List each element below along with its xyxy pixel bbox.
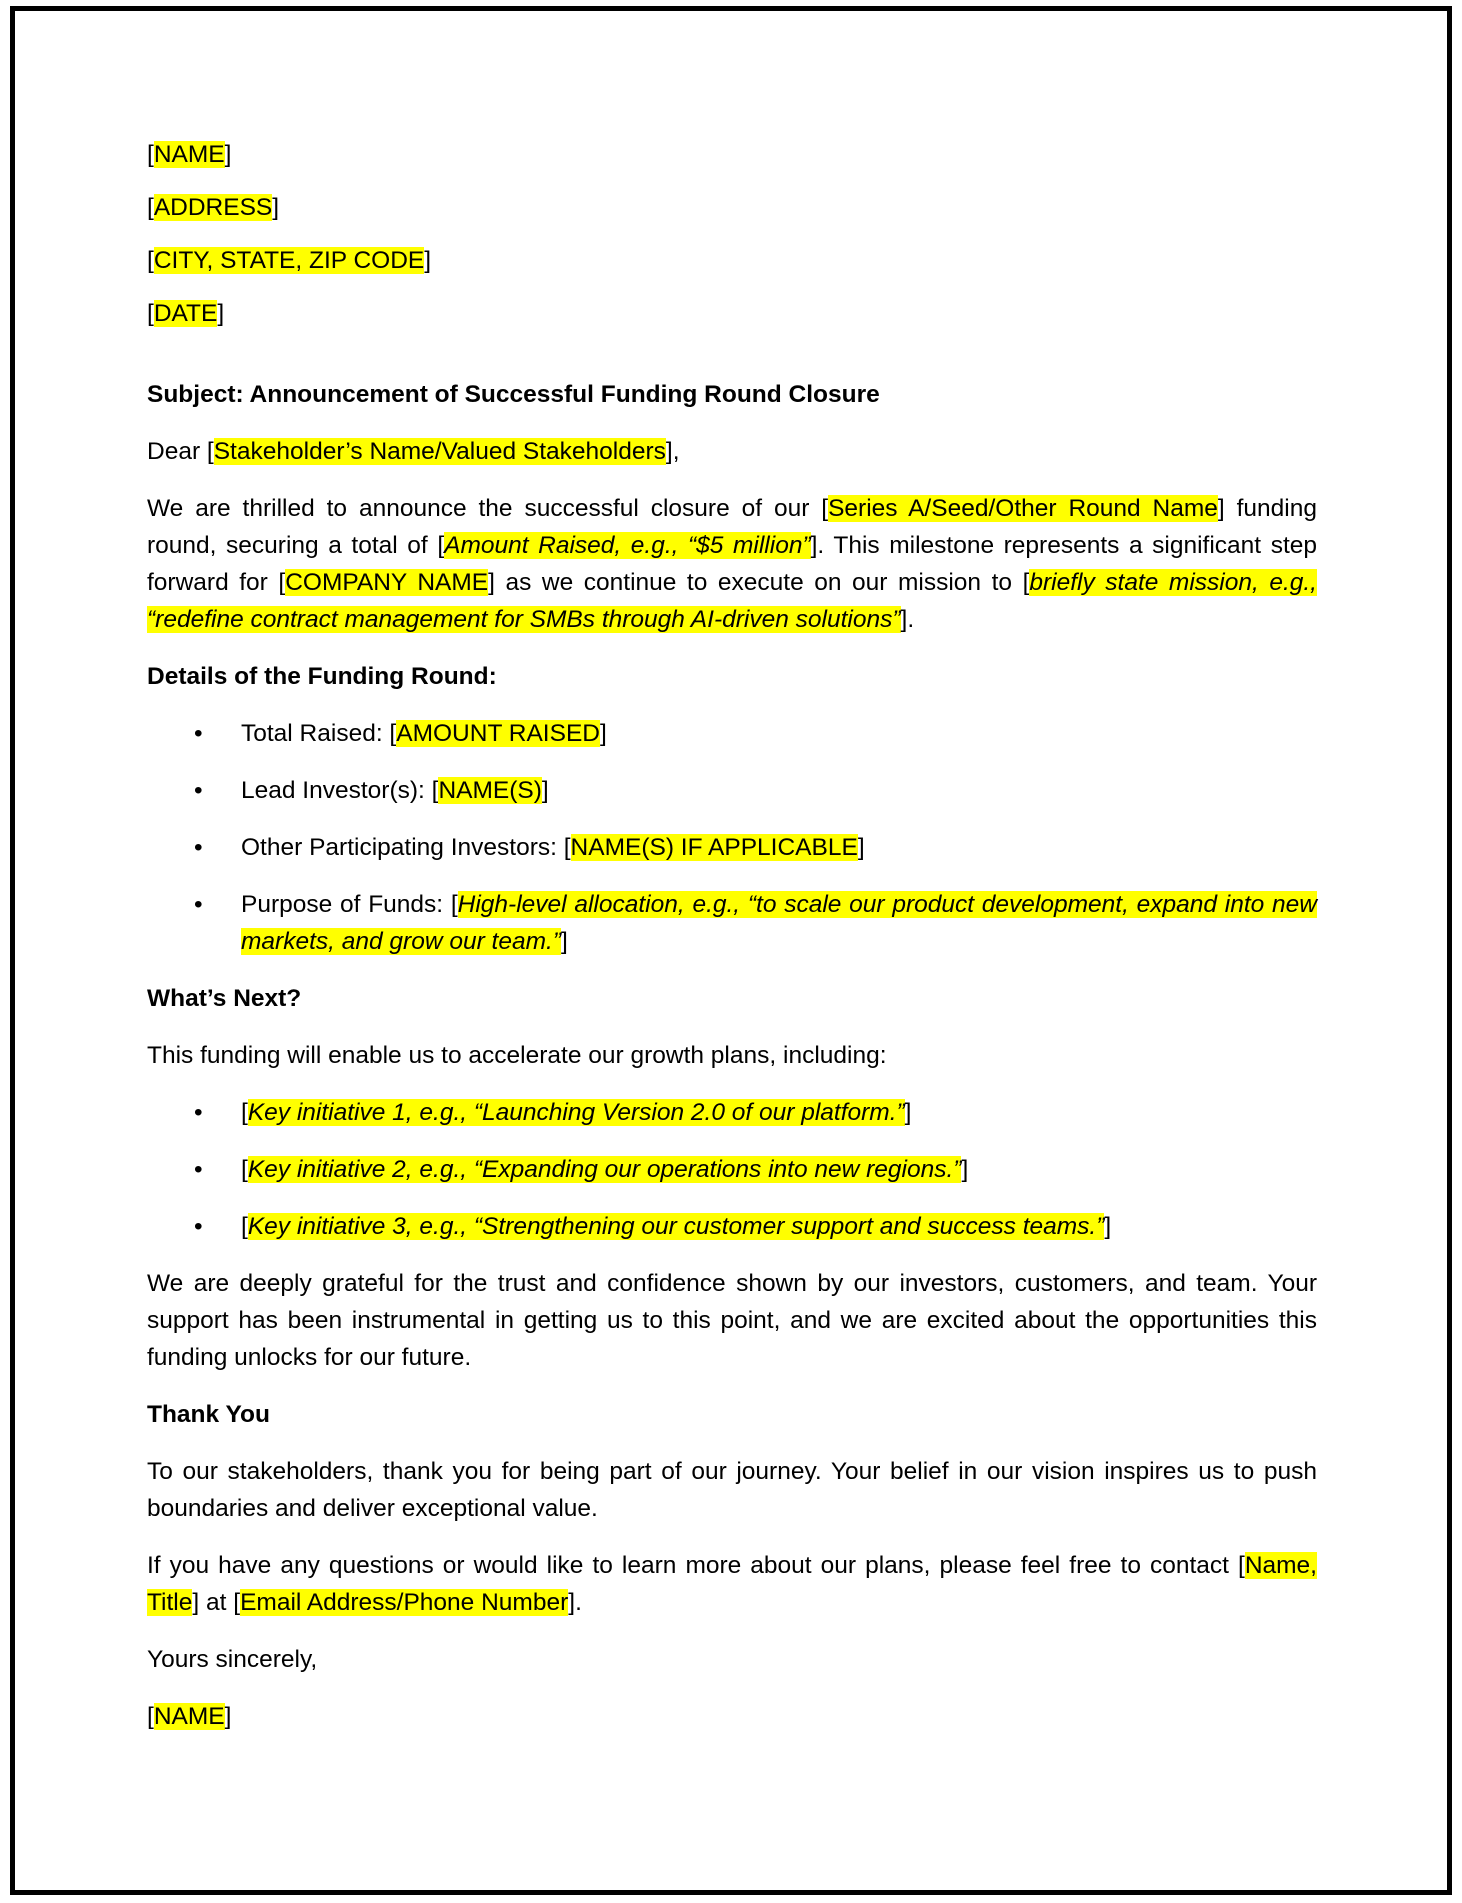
thank-you-paragraph: To our stakeholders, thank you for being part of our journey. Your belief in our vision inspires us to push boundaries and deliver exceptional value. (147, 1458, 1317, 1522)
list-item: • Purpose of Funds: [High-level allocation, e.g., “to scale our product development, expand into new markets, and grow our team.”] (147, 886, 1317, 960)
list-item: • Total Raised: [AMOUNT RAISED] (147, 715, 1317, 752)
contact-paragraph (147, 1547, 1317, 1621)
purpose-of-funds-field: High-level allocation, e.g., “to scale our product development, expand into new markets, and grow our team.” (241, 891, 1317, 955)
initiative-3-placeholder: Key initiative 3, e.g., “Strengthening our customer support and success teams.” (247, 1213, 1105, 1240)
thank-you-heading: Thank You (147, 1401, 270, 1428)
contact-text-2: ] at [ (192, 1589, 241, 1616)
whats-next-heading: What’s Next? (147, 985, 302, 1012)
list-item: • [Key initiative 3, e.g., “Strengthening our customer support and success teams.”] (147, 1208, 1317, 1245)
greeting (147, 433, 1317, 470)
gratitude-paragraph: We are deeply grateful for the trust and confidence shown by our investors, customers, and team. Your support has been instrumental in getting us to this point, and we are excited about the opportunities this funding unlocks for our future. (147, 1270, 1317, 1371)
amount-raised-field: AMOUNT RAISED (396, 720, 600, 747)
intro-paragraph (147, 490, 1317, 638)
initiative-2-placeholder: Key initiative 2, e.g., “Expanding our operations into new regions.” (247, 1156, 962, 1183)
bullet-icon: • (194, 891, 203, 918)
company-name-placeholder: COMPANY NAME (285, 569, 489, 596)
contact-text-1: If you have any questions or would like to learn more about our plans, please feel free to contact [ (147, 1552, 1245, 1579)
bullet-icon: • (194, 777, 203, 804)
date-placeholder: DATE (153, 300, 218, 327)
bullet-icon: • (194, 1156, 203, 1183)
signature-line: [NAME] (147, 1703, 232, 1730)
whats-next-intro: This funding will enable us to accelerate our growth plans, including: (147, 1042, 887, 1069)
details-list (147, 715, 1317, 960)
list-item: • Other Participating Investors: [NAME(S) IF APPLICABLE] (147, 829, 1317, 866)
address-street-line: [ADDRESS] (147, 194, 280, 221)
mission-placeholder: briefly state mission, e.g., “redefine contract management for SMBs through AI-driven solutions” (147, 569, 1317, 633)
closing-line: Yours sincerely, (147, 1646, 318, 1673)
bullet-icon: • (194, 834, 203, 861)
bullet-icon: • (194, 720, 203, 747)
lead-investor-field: NAME(S) (438, 777, 542, 804)
intro-text-4: ] as we continue to execute on our mission to [ (488, 569, 1030, 596)
address-placeholder: ADDRESS (153, 194, 273, 221)
contact-email-phone-placeholder: Email Address/Phone Number (240, 1589, 569, 1616)
greeting-prefix: Dear [ (147, 438, 214, 465)
list-item: • [Key initiative 2, e.g., “Expanding our operations into new regions.”] (147, 1151, 1317, 1188)
greeting-suffix: ], (665, 438, 680, 465)
bullet-icon: • (194, 1213, 203, 1240)
initiative-1-placeholder: Key initiative 1, e.g., “Launching Version 2.0 of our platform.” (247, 1099, 905, 1126)
intro-text-2: ] funding round, securing a total of [ (147, 495, 1317, 559)
address-block (147, 136, 1317, 332)
intro-text-1: We are thrilled to announce the successful closure of our [ (147, 495, 829, 522)
intro-text-3: ]. This milestone represents a significant step forward for [ (147, 532, 1318, 596)
city-state-zip-placeholder: CITY, STATE, ZIP CODE (153, 247, 425, 274)
round-name-placeholder: Series A/Seed/Other Round Name (828, 495, 1218, 522)
initiatives-list (147, 1094, 1317, 1245)
subject-line: Subject: Announcement of Successful Funding Round Closure (147, 381, 880, 408)
amount-raised-placeholder: Amount Raised, e.g., “$5 million” (444, 532, 811, 559)
stakeholder-name-placeholder: Stakeholder’s Name/Valued Stakeholders (213, 438, 666, 465)
contact-name-title-placeholder: Name, Title (147, 1552, 1317, 1616)
list-item: • Lead Investor(s): [NAME(S)] (147, 772, 1317, 809)
contact-text-3: ]. (568, 1589, 582, 1616)
other-investors-field: NAME(S) IF APPLICABLE (570, 834, 858, 861)
details-heading: Details of the Funding Round: (147, 663, 497, 690)
address-date-line: [DATE] (147, 300, 225, 327)
bullet-icon: • (194, 1099, 203, 1126)
signature-name-placeholder: NAME (153, 1703, 225, 1730)
address-city-line: [CITY, STATE, ZIP CODE] (147, 247, 432, 274)
name-placeholder: NAME (153, 141, 225, 168)
intro-text-5: ]. (900, 606, 915, 633)
letter-body (147, 136, 1317, 1755)
list-item: • [Key initiative 1, e.g., “Launching Version 2.0 of our platform.”] (147, 1094, 1317, 1131)
address-name-line: [NAME] (147, 141, 232, 168)
